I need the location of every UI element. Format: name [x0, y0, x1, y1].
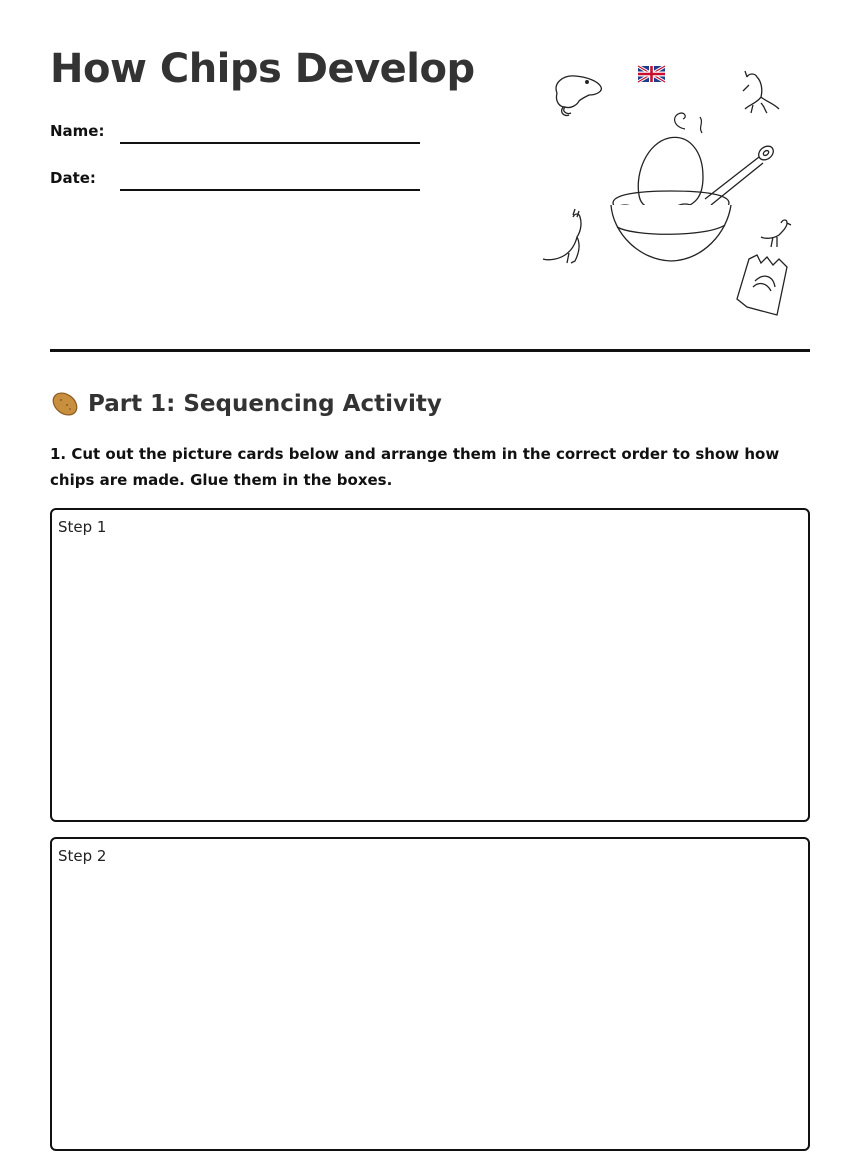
spoon-icon — [705, 143, 776, 205]
step-label: Step 2 — [58, 847, 107, 865]
name-label: Name: — [50, 122, 105, 140]
bird-icon — [761, 220, 791, 247]
header-illustration — [535, 55, 810, 325]
kangaroo-icon — [743, 71, 779, 113]
step-box-2[interactable] — [50, 837, 810, 1151]
steam-icon — [675, 113, 702, 133]
step-label: Step 1 — [58, 518, 107, 536]
flag-uk-icon — [638, 66, 665, 82]
part1-instruction: 1. Cut out the picture cards below and arrange them in the correct order to show how chips are made. Glue them in the boxes. — [50, 445, 780, 489]
chips-bag-icon — [737, 255, 787, 315]
worksheet-title: How Chips Develop — [50, 46, 475, 92]
step-box-1[interactable] — [50, 508, 810, 822]
potato-icon — [50, 389, 80, 419]
date-label: Date: — [50, 169, 96, 187]
name-line[interactable] — [120, 142, 420, 144]
part1-heading — [50, 386, 442, 422]
part1-title: Part 1: Sequencing Activity — [88, 391, 442, 417]
kangaroo-icon — [543, 209, 581, 263]
potato-icon — [638, 137, 703, 209]
date-line[interactable] — [120, 189, 420, 191]
header-divider — [50, 349, 810, 352]
frog-icon — [556, 76, 601, 116]
